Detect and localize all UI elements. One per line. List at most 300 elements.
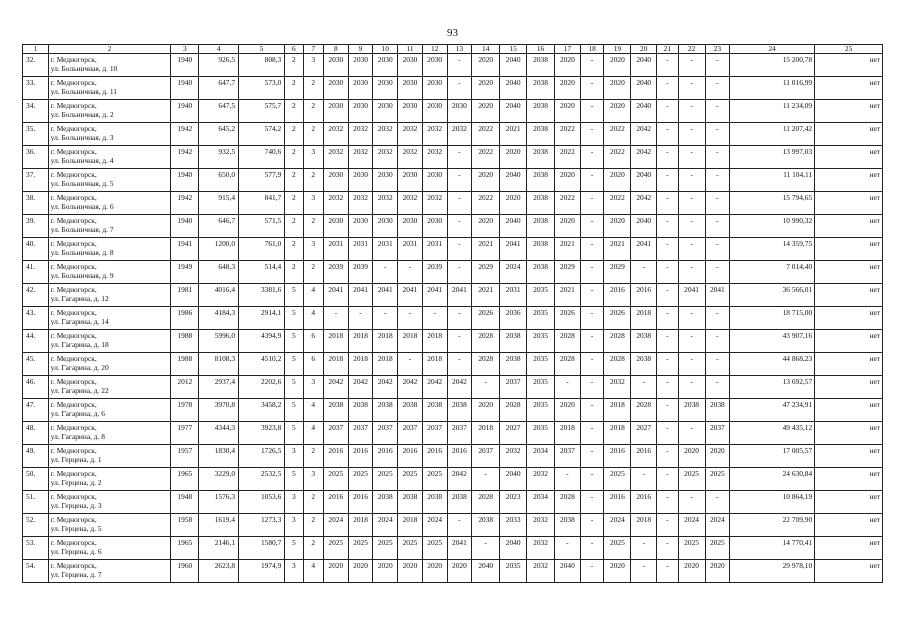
cell-col-15: 2040: [500, 537, 527, 560]
column-header: 24: [730, 45, 815, 54]
cell-col-14: 2040: [472, 560, 500, 583]
row-number: 37.: [23, 169, 49, 192]
address-street: ул. Герцена, д. 7: [50, 570, 102, 579]
cell-col-7: 2: [303, 169, 323, 192]
cell-col-20: 2016: [631, 445, 657, 468]
cell-col-4: 5996,0: [199, 330, 239, 353]
address-city: г. Медногорск,: [50, 170, 97, 179]
cell-col-8: 2030: [323, 54, 348, 77]
cell-col-15: 2033: [500, 514, 527, 537]
column-header: 21: [657, 45, 679, 54]
address-street: ул. Гагарина, д. 8: [50, 432, 105, 441]
cell-col-8: 2030: [323, 169, 348, 192]
cell-col-11: 2041: [398, 284, 423, 307]
cell-col-24: 11 104,11: [730, 169, 815, 192]
row-number: 48.: [23, 422, 49, 445]
cell-col-14: 2022: [472, 123, 500, 146]
cell-col-21: -: [657, 146, 679, 169]
cell-col-4: 1830,4: [199, 445, 239, 468]
cell-col-11: 2031: [398, 238, 423, 261]
cell-col-16: 2038: [527, 77, 555, 100]
cell-col-21: -: [657, 330, 679, 353]
cell-col-7: 2: [303, 445, 323, 468]
cell-col-18: -: [580, 353, 604, 376]
cell-col-22: -: [678, 376, 705, 399]
cell-col-22: 2024: [678, 514, 705, 537]
cell-col-14: 2021: [472, 284, 500, 307]
cell-col-6: 3: [285, 445, 303, 468]
cell-col-4: 646,7: [199, 215, 239, 238]
cell-col-21: -: [657, 491, 679, 514]
cell-col-16: 2038: [527, 215, 555, 238]
cell-col-14: 2020: [472, 100, 500, 123]
cell-col-16: 2038: [527, 238, 555, 261]
cell-col-18: -: [580, 284, 604, 307]
cell-col-12: 2018: [422, 330, 447, 353]
row-number: 38.: [23, 192, 49, 215]
cell-col-11: -: [398, 353, 423, 376]
cell-col-12: 2030: [422, 100, 447, 123]
cell-col-9: 2032: [348, 123, 373, 146]
cell-col-6: 5: [285, 376, 303, 399]
cell-col-12: 2038: [422, 399, 447, 422]
cell-col-16: 2032: [527, 560, 555, 583]
cell-col-14: 2028: [472, 330, 500, 353]
cell-col-5: 573,0: [239, 77, 285, 100]
cell-col-12: 2041: [422, 284, 447, 307]
cell-col-22: -: [678, 215, 705, 238]
cell-col-23: -: [705, 330, 730, 353]
column-header: 17: [555, 45, 581, 54]
cell-col-19: 2016: [604, 445, 631, 468]
cell-col-11: 2025: [398, 537, 423, 560]
cell-col-7: 2: [303, 514, 323, 537]
cell-col-7: 4: [303, 307, 323, 330]
column-header: 8: [323, 45, 348, 54]
cell-col-22: -: [678, 169, 705, 192]
cell-col-11: 2030: [398, 169, 423, 192]
cell-col-24: 43 907,16: [730, 330, 815, 353]
cell-col-18: -: [580, 146, 604, 169]
cell-col-6: 2: [285, 100, 303, 123]
address-cell: [48, 146, 171, 169]
cell-col-25: нет: [815, 468, 883, 491]
housing-repair-schedule-table: [22, 44, 883, 583]
cell-col-9: 2018: [348, 514, 373, 537]
cell-col-3: 1988: [171, 330, 199, 353]
cell-col-10: 2030: [373, 215, 398, 238]
cell-col-7: 4: [303, 560, 323, 583]
address-street: ул. Гагарина, д. 20: [50, 363, 109, 372]
row-number: 42.: [23, 284, 49, 307]
cell-col-4: 932,5: [199, 146, 239, 169]
address-city: г. Медногорск,: [50, 331, 97, 340]
cell-col-4: 1619,4: [199, 514, 239, 537]
cell-col-8: 2039: [323, 261, 348, 284]
address-cell: [48, 284, 171, 307]
address-street: ул. Больничная, д. 8: [50, 248, 114, 257]
row-number: 32.: [23, 54, 49, 77]
cell-col-10: 2032: [373, 192, 398, 215]
cell-col-15: 2023: [500, 491, 527, 514]
column-header: 13: [447, 45, 472, 54]
cell-col-21: -: [657, 100, 679, 123]
cell-col-13: 2038: [447, 491, 472, 514]
cell-col-17: -: [555, 376, 581, 399]
cell-col-9: 2018: [348, 353, 373, 376]
column-header: 25: [815, 45, 883, 54]
cell-col-7: 3: [303, 54, 323, 77]
cell-col-14: 2020: [472, 215, 500, 238]
table-row: [23, 422, 883, 445]
cell-col-25: нет: [815, 422, 883, 445]
cell-col-19: 2022: [604, 146, 631, 169]
cell-col-3: 1942: [171, 192, 199, 215]
cell-col-8: 2030: [323, 100, 348, 123]
table-row: [23, 353, 883, 376]
cell-col-4: 4016,4: [199, 284, 239, 307]
cell-col-20: -: [631, 560, 657, 583]
cell-col-9: 2030: [348, 215, 373, 238]
cell-col-9: 2042: [348, 376, 373, 399]
cell-col-9: 2039: [348, 261, 373, 284]
cell-col-25: нет: [815, 560, 883, 583]
address-city: г. Медногорск,: [50, 515, 97, 524]
cell-col-15: 2041: [500, 238, 527, 261]
address-city: г. Медногорск,: [50, 216, 97, 225]
cell-col-5: 3923,8: [239, 422, 285, 445]
cell-col-3: 1942: [171, 123, 199, 146]
cell-col-5: 577,9: [239, 169, 285, 192]
cell-col-22: -: [678, 353, 705, 376]
cell-col-12: 2018: [422, 353, 447, 376]
cell-col-22: -: [678, 330, 705, 353]
cell-col-5: 2914,1: [239, 307, 285, 330]
cell-col-21: -: [657, 537, 679, 560]
cell-col-23: 2020: [705, 560, 730, 583]
cell-col-20: 2042: [631, 192, 657, 215]
cell-col-21: -: [657, 192, 679, 215]
cell-col-18: -: [580, 491, 604, 514]
address-city: г. Медногорск,: [50, 239, 97, 248]
cell-col-12: 2030: [422, 54, 447, 77]
address-cell: [48, 422, 171, 445]
cell-col-5: 841,7: [239, 192, 285, 215]
cell-col-8: 2037: [323, 422, 348, 445]
address-cell: [48, 514, 171, 537]
cell-col-13: 2030: [447, 100, 472, 123]
cell-col-25: нет: [815, 123, 883, 146]
cell-col-4: 4344,3: [199, 422, 239, 445]
cell-col-3: 1988: [171, 353, 199, 376]
cell-col-5: 1053,6: [239, 491, 285, 514]
cell-col-18: -: [580, 77, 604, 100]
cell-col-18: -: [580, 100, 604, 123]
row-number: 34.: [23, 100, 49, 123]
cell-col-16: 2038: [527, 261, 555, 284]
cell-col-3: 1940: [171, 77, 199, 100]
cell-col-23: -: [705, 100, 730, 123]
cell-col-13: -: [447, 330, 472, 353]
cell-col-20: 2042: [631, 123, 657, 146]
cell-col-10: -: [373, 307, 398, 330]
address-city: г. Медногорск,: [50, 262, 97, 271]
cell-col-19: 2016: [604, 491, 631, 514]
cell-col-8: 2016: [323, 491, 348, 514]
cell-col-23: 2041: [705, 284, 730, 307]
cell-col-10: 2037: [373, 422, 398, 445]
cell-col-5: 1726,5: [239, 445, 285, 468]
row-number: 52.: [23, 514, 49, 537]
cell-col-22: 2038: [678, 399, 705, 422]
cell-col-17: 2028: [555, 491, 581, 514]
cell-col-21: -: [657, 376, 679, 399]
cell-col-12: 2039: [422, 261, 447, 284]
cell-col-3: 1942: [171, 146, 199, 169]
address-city: г. Медногорск,: [50, 377, 97, 386]
cell-col-7: 2: [303, 123, 323, 146]
cell-col-10: 2030: [373, 169, 398, 192]
cell-col-7: 2: [303, 261, 323, 284]
cell-col-11: 2030: [398, 215, 423, 238]
cell-col-23: -: [705, 146, 730, 169]
cell-col-14: 2020: [472, 77, 500, 100]
cell-col-23: -: [705, 54, 730, 77]
cell-col-11: 2032: [398, 123, 423, 146]
cell-col-5: 3458,2: [239, 399, 285, 422]
cell-col-8: 2030: [323, 77, 348, 100]
cell-col-16: 2035: [527, 307, 555, 330]
cell-col-12: 2030: [422, 215, 447, 238]
address-street: ул. Гагарина, д. 22: [50, 386, 109, 395]
table-row: [23, 169, 883, 192]
cell-col-6: 5: [285, 353, 303, 376]
cell-col-13: 2041: [447, 284, 472, 307]
cell-col-20: -: [631, 261, 657, 284]
cell-col-24: 47 234,91: [730, 399, 815, 422]
cell-col-12: 2024: [422, 514, 447, 537]
cell-col-12: -: [422, 307, 447, 330]
row-number: 46.: [23, 376, 49, 399]
cell-col-14: 2020: [472, 399, 500, 422]
cell-col-22: -: [678, 54, 705, 77]
cell-col-4: 3970,8: [199, 399, 239, 422]
cell-col-8: 2024: [323, 514, 348, 537]
cell-col-15: 2032: [500, 445, 527, 468]
cell-col-21: -: [657, 468, 679, 491]
address-city: г. Медногорск,: [50, 354, 97, 363]
cell-col-17: 2026: [555, 307, 581, 330]
cell-col-8: 2020: [323, 560, 348, 583]
cell-col-25: нет: [815, 192, 883, 215]
cell-col-23: -: [705, 192, 730, 215]
cell-col-23: -: [705, 376, 730, 399]
cell-col-11: 2032: [398, 146, 423, 169]
cell-col-21: -: [657, 422, 679, 445]
cell-col-5: 1273,3: [239, 514, 285, 537]
address-street: ул. Гагарина, д. 6: [50, 409, 105, 418]
cell-col-10: 2024: [373, 514, 398, 537]
column-header: 7: [303, 45, 323, 54]
cell-col-7: 4: [303, 422, 323, 445]
cell-col-18: -: [580, 54, 604, 77]
address-city: г. Медногорск,: [50, 193, 97, 202]
cell-col-19: 2020: [604, 77, 631, 100]
cell-col-11: 2030: [398, 77, 423, 100]
cell-col-13: -: [447, 307, 472, 330]
cell-col-9: 2030: [348, 77, 373, 100]
cell-col-10: 2016: [373, 445, 398, 468]
cell-col-21: -: [657, 54, 679, 77]
column-header: 20: [631, 45, 657, 54]
column-header: 14: [472, 45, 500, 54]
row-number: 53.: [23, 537, 49, 560]
cell-col-17: 2020: [555, 399, 581, 422]
cell-col-4: 2937,4: [199, 376, 239, 399]
cell-col-9: 2031: [348, 238, 373, 261]
cell-col-4: 647,7: [199, 77, 239, 100]
cell-col-3: 1978: [171, 399, 199, 422]
cell-col-12: 2030: [422, 169, 447, 192]
cell-col-4: 1200,0: [199, 238, 239, 261]
cell-col-6: 2: [285, 261, 303, 284]
cell-col-7: 6: [303, 353, 323, 376]
row-number: 35.: [23, 123, 49, 146]
cell-col-20: 2027: [631, 422, 657, 445]
cell-col-13: 2016: [447, 445, 472, 468]
cell-col-23: -: [705, 123, 730, 146]
cell-col-7: 2: [303, 491, 323, 514]
cell-col-18: -: [580, 399, 604, 422]
cell-col-22: -: [678, 192, 705, 215]
cell-col-6: 5: [285, 422, 303, 445]
cell-col-10: 2032: [373, 146, 398, 169]
cell-col-5: 514,4: [239, 261, 285, 284]
cell-col-16: 2034: [527, 491, 555, 514]
cell-col-7: 2: [303, 215, 323, 238]
cell-col-20: 2016: [631, 491, 657, 514]
cell-col-19: 2026: [604, 307, 631, 330]
cell-col-25: нет: [815, 307, 883, 330]
cell-col-3: 1960: [171, 560, 199, 583]
cell-col-25: нет: [815, 399, 883, 422]
cell-col-22: -: [678, 307, 705, 330]
cell-col-12: 2031: [422, 238, 447, 261]
cell-col-15: 2020: [500, 192, 527, 215]
cell-col-6: 5: [285, 537, 303, 560]
cell-col-12: 2032: [422, 146, 447, 169]
cell-col-13: -: [447, 146, 472, 169]
cell-col-10: 2032: [373, 123, 398, 146]
cell-col-10: 2025: [373, 468, 398, 491]
address-street: ул. Больничная, д. 11: [50, 87, 117, 96]
cell-col-4: 3229,0: [199, 468, 239, 491]
cell-col-16: 2038: [527, 169, 555, 192]
cell-col-19: 2025: [604, 537, 631, 560]
cell-col-10: 2020: [373, 560, 398, 583]
cell-col-22: -: [678, 123, 705, 146]
address-cell: [48, 491, 171, 514]
address-street: ул. Гагарина, д. 12: [50, 294, 109, 303]
cell-col-11: 2020: [398, 560, 423, 583]
cell-col-22: -: [678, 261, 705, 284]
cell-col-24: 13 692,57: [730, 376, 815, 399]
cell-col-25: нет: [815, 445, 883, 468]
cell-col-7: 6: [303, 330, 323, 353]
table-row: [23, 399, 883, 422]
cell-col-13: -: [447, 238, 472, 261]
cell-col-12: 2042: [422, 376, 447, 399]
address-city: г. Медногорск,: [50, 124, 97, 133]
cell-col-20: 2040: [631, 54, 657, 77]
cell-col-14: 2021: [472, 238, 500, 261]
cell-col-4: 2623,8: [199, 560, 239, 583]
cell-col-11: 2018: [398, 330, 423, 353]
cell-col-24: 14 770,41: [730, 537, 815, 560]
cell-col-25: нет: [815, 514, 883, 537]
cell-col-11: 2038: [398, 491, 423, 514]
cell-col-20: -: [631, 376, 657, 399]
cell-col-17: 2020: [555, 215, 581, 238]
cell-col-16: 2035: [527, 422, 555, 445]
cell-col-13: -: [447, 215, 472, 238]
cell-col-25: нет: [815, 261, 883, 284]
cell-col-3: 1965: [171, 468, 199, 491]
address-street: ул. Больничная, д. 3: [50, 133, 114, 142]
address-street: ул. Больничная, д. 10: [50, 64, 118, 73]
column-header: 19: [604, 45, 631, 54]
cell-col-22: 2025: [678, 468, 705, 491]
cell-col-17: -: [555, 468, 581, 491]
cell-col-23: -: [705, 215, 730, 238]
cell-col-20: 2038: [631, 353, 657, 376]
cell-col-24: 7 014,40: [730, 261, 815, 284]
cell-col-7: 4: [303, 399, 323, 422]
cell-col-25: нет: [815, 376, 883, 399]
address-cell: [48, 77, 171, 100]
cell-col-21: -: [657, 123, 679, 146]
cell-col-19: 2032: [604, 376, 631, 399]
cell-col-23: 2037: [705, 422, 730, 445]
row-number: 43.: [23, 307, 49, 330]
cell-col-17: 2040: [555, 560, 581, 583]
cell-col-6: 2: [285, 77, 303, 100]
address-city: г. Медногорск,: [50, 147, 97, 156]
cell-col-9: 2032: [348, 146, 373, 169]
table-row: [23, 491, 883, 514]
column-header: 1: [23, 45, 49, 54]
cell-col-8: 2032: [323, 123, 348, 146]
address-street: ул. Герцена, д. 6: [50, 547, 102, 556]
cell-col-18: -: [580, 192, 604, 215]
cell-col-3: 1977: [171, 422, 199, 445]
cell-col-15: 2040: [500, 77, 527, 100]
cell-col-9: 2016: [348, 491, 373, 514]
address-city: г. Медногорск,: [50, 55, 97, 64]
cell-col-13: 2042: [447, 468, 472, 491]
cell-col-9: 2016: [348, 445, 373, 468]
table-row: [23, 330, 883, 353]
cell-col-6: 5: [285, 284, 303, 307]
cell-col-9: 2018: [348, 330, 373, 353]
column-header: 15: [500, 45, 527, 54]
table-row: [23, 261, 883, 284]
cell-col-14: 2037: [472, 445, 500, 468]
cell-col-18: -: [580, 330, 604, 353]
cell-col-9: 2037: [348, 422, 373, 445]
cell-col-8: 2018: [323, 330, 348, 353]
cell-col-10: 2018: [373, 353, 398, 376]
